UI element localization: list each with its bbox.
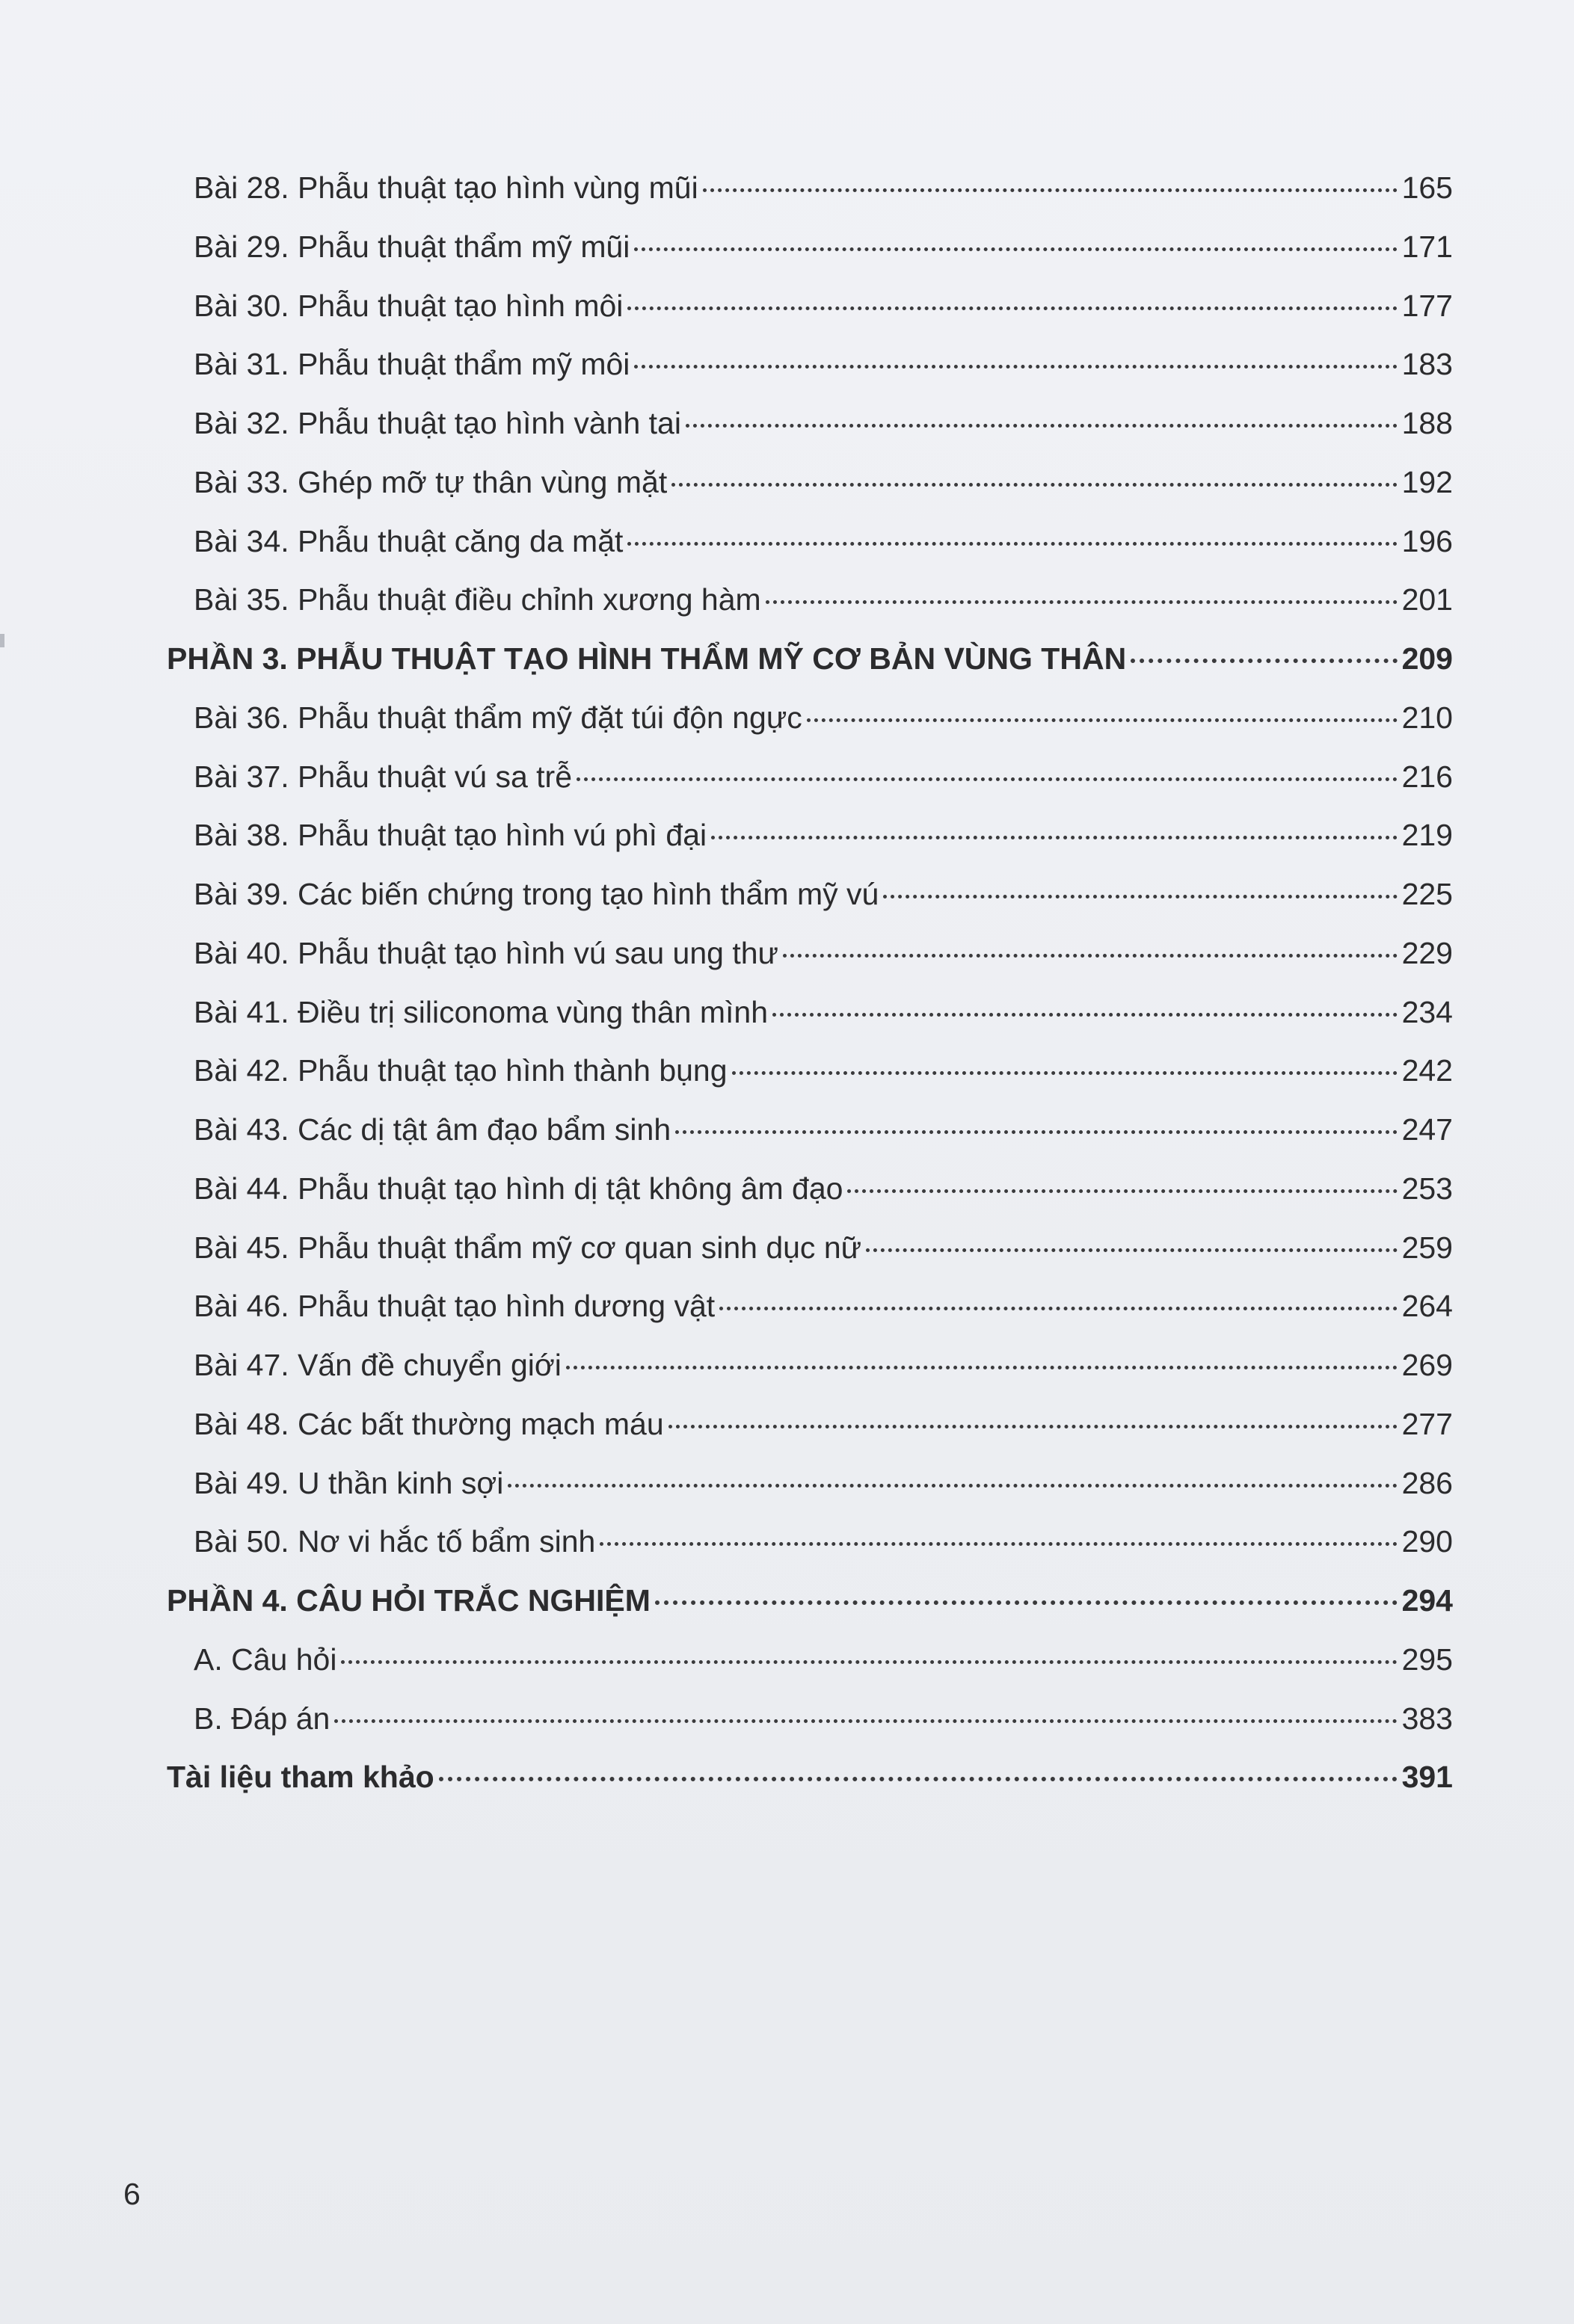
toc-entry-title: Bài 48. Các bất thường mạch máu [194, 1406, 664, 1441]
toc-entry-row [167, 1041, 1453, 1100]
dot-leader [439, 1777, 1398, 1781]
dot-leader [766, 600, 1398, 604]
toc-entry-row [167, 1630, 1453, 1689]
toc-page-number: 242 [1401, 1053, 1453, 1088]
toc-entry-row [167, 335, 1453, 394]
dot-leader [686, 424, 1398, 428]
toc-entry-row [167, 512, 1453, 571]
table-of-contents [167, 158, 1453, 1807]
dot-leader [634, 247, 1397, 251]
toc-entry-title: Bài 30. Phẫu thuật tạo hình môi [194, 288, 624, 323]
toc-page-number: 234 [1401, 994, 1453, 1029]
toc-entry-title: Bài 35. Phẫu thuật điều chỉnh xương hàm [194, 582, 761, 617]
toc-entry-row [167, 277, 1453, 336]
toc-page-number: 219 [1401, 818, 1453, 853]
dot-leader [711, 836, 1397, 839]
toc-page-number: 201 [1401, 582, 1453, 617]
toc-entry-title: Bài 46. Phẫu thuật tạo hình dương vật [194, 1289, 716, 1324]
toc-entry-title: PHẦN 3. PHẪU THUẬT TẠO HÌNH THẨM MỸ CƠ BẢN VÙNG THÂN [167, 641, 1127, 676]
toc-entry-title: Bài 42. Phẫu thuật tạo hình thành bụng [194, 1053, 728, 1088]
toc-page-number: 183 [1401, 347, 1453, 382]
dot-leader [627, 306, 1397, 310]
toc-entry-title: Bài 37. Phẫu thuật vú sa trễ [194, 759, 572, 794]
toc-page-number: 259 [1401, 1230, 1453, 1265]
toc-page-number: 210 [1401, 700, 1453, 735]
page-edge-mark [0, 634, 4, 647]
toc-entry-row [167, 983, 1453, 1042]
dot-leader [566, 1366, 1398, 1369]
toc-entry-row [167, 394, 1453, 453]
toc-entry-row [167, 1218, 1453, 1277]
dot-leader [577, 777, 1398, 781]
toc-page-number: 253 [1401, 1171, 1453, 1206]
toc-entry-row [167, 1336, 1453, 1395]
toc-page-number: 391 [1401, 1760, 1453, 1795]
toc-entry-row [167, 218, 1453, 277]
toc-entry-row [167, 453, 1453, 512]
toc-entry-row [167, 570, 1453, 629]
toc-page-number: 247 [1401, 1112, 1453, 1147]
toc-page-number: 269 [1401, 1348, 1453, 1382]
toc-page-number: 165 [1401, 170, 1453, 205]
dot-leader [783, 954, 1398, 958]
dot-leader [671, 483, 1397, 487]
dot-leader [703, 188, 1398, 192]
toc-section-row [167, 1571, 1453, 1630]
toc-entry-row [167, 865, 1453, 924]
toc-entry-title: Bài 39. Các biến chứng trong tạo hình thẩm mỹ vú [194, 877, 879, 911]
toc-page-number: 225 [1401, 877, 1453, 911]
dot-leader [675, 1130, 1397, 1134]
toc-page-number: 286 [1401, 1465, 1453, 1500]
toc-page-number: 383 [1401, 1701, 1453, 1736]
toc-page-number: 216 [1401, 759, 1453, 794]
dot-leader [334, 1719, 1397, 1723]
dot-leader [807, 718, 1398, 722]
toc-entry-title: Bài 29. Phẫu thuật thẩm mỹ mũi [194, 229, 630, 264]
toc-page-number: 277 [1401, 1406, 1453, 1441]
dot-leader [634, 365, 1397, 369]
dot-leader [772, 1013, 1398, 1017]
toc-entry-title: Bài 36. Phẫu thuật thẩm mỹ đặt túi độn ngực [194, 700, 802, 735]
dot-leader [732, 1071, 1398, 1075]
toc-entry-title: Bài 50. Nơ vi hắc tố bẩm sinh [194, 1524, 596, 1559]
toc-entry-row [167, 1454, 1453, 1513]
toc-page-number: 192 [1401, 464, 1453, 499]
toc-page-number: 188 [1401, 406, 1453, 440]
toc-page-number: 229 [1401, 935, 1453, 970]
toc-entry-title: Bài 28. Phẫu thuật tạo hình vùng mũi [194, 170, 698, 205]
toc-page-number: 264 [1401, 1289, 1453, 1324]
toc-entry-row [167, 748, 1453, 807]
toc-entry-title: Bài 33. Ghép mỡ tự thân vùng mặt [194, 464, 668, 499]
toc-entry-title: Bài 47. Vấn đề chuyển giới [194, 1348, 562, 1382]
toc-entry-row [167, 1159, 1453, 1218]
dot-leader [719, 1307, 1397, 1310]
toc-entry-title: B. Đáp án [194, 1701, 331, 1736]
toc-entry-title: Bài 32. Phẫu thuật tạo hình vành tai [194, 406, 681, 440]
toc-page-number: 177 [1401, 288, 1453, 323]
dot-leader [866, 1248, 1398, 1252]
page-number: 6 [123, 2177, 141, 2211]
toc-entry-title: A. Câu hỏi [194, 1642, 337, 1677]
dot-leader [600, 1542, 1397, 1546]
toc-entry-title: Tài liệu tham khảo [167, 1760, 434, 1795]
toc-entry-title: Bài 40. Phẫu thuật tạo hình vú sau ung thư [194, 935, 778, 970]
dot-leader [847, 1189, 1397, 1193]
toc-entry-title: Bài 41. Điều trị siliconoma vùng thân mình [194, 994, 769, 1029]
toc-entry-row [167, 806, 1453, 865]
toc-entry-row [167, 158, 1453, 218]
toc-entry-title: Bài 34. Phẫu thuật căng da mặt [194, 523, 624, 558]
dot-leader [341, 1660, 1397, 1664]
toc-page-number: 209 [1401, 641, 1453, 676]
toc-entry-title: Bài 43. Các dị tật âm đạo bẩm sinh [194, 1112, 671, 1147]
toc-entry-title: Bài 44. Phẫu thuật tạo hình dị tật không âm đạo [194, 1171, 843, 1206]
toc-entry-row [167, 1277, 1453, 1336]
toc-page-number: 295 [1401, 1642, 1453, 1677]
dot-leader [1131, 659, 1397, 663]
toc-entry-row [167, 924, 1453, 983]
toc-entry-row [167, 688, 1453, 748]
dot-leader [668, 1425, 1398, 1428]
dot-leader [883, 895, 1397, 899]
dot-leader [627, 542, 1397, 546]
toc-entry-title: Bài 38. Phẫu thuật tạo hình vú phì đại [194, 818, 707, 853]
toc-section-row [167, 629, 1453, 688]
toc-entry-title: PHẦN 4. CÂU HỎI TRẮC NGHIỆM [167, 1583, 651, 1618]
toc-section-row [167, 1748, 1453, 1807]
toc-page-number: 290 [1401, 1524, 1453, 1559]
toc-entry-row [167, 1689, 1453, 1748]
toc-entry-row [167, 1395, 1453, 1454]
dot-leader [655, 1600, 1398, 1605]
toc-entry-title: Bài 49. U thần kinh sợi [194, 1465, 504, 1500]
toc-entry-title: Bài 45. Phẫu thuật thẩm mỹ cơ quan sinh dục nữ [194, 1230, 862, 1265]
toc-page-number: 171 [1401, 229, 1453, 264]
toc-entry-title: Bài 31. Phẫu thuật thẩm mỹ môi [194, 347, 630, 382]
toc-page-number: 294 [1401, 1583, 1453, 1618]
toc-page-number: 196 [1401, 523, 1453, 558]
toc-entry-row [167, 1512, 1453, 1571]
dot-leader [508, 1484, 1397, 1488]
toc-entry-row [167, 1100, 1453, 1159]
